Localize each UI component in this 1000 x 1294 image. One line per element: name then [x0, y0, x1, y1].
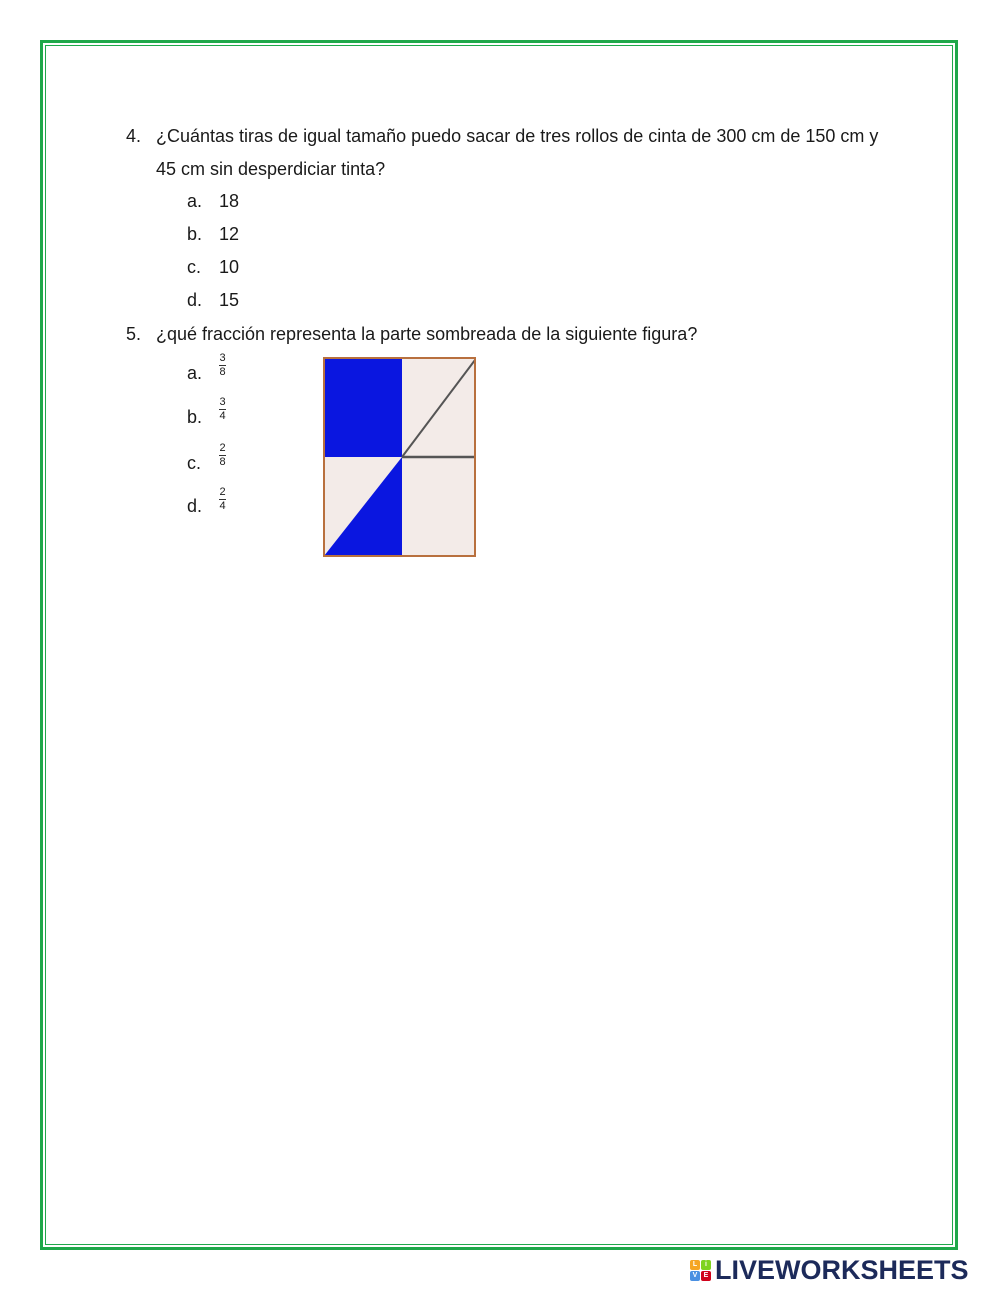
numerator: 2 — [219, 486, 226, 498]
shaded-top-left — [324, 358, 402, 457]
option-4c[interactable] — [187, 252, 239, 282]
liveworksheets-logo — [690, 1254, 969, 1286]
option-5b[interactable] — [187, 402, 219, 432]
question-5 — [126, 318, 906, 350]
fraction-5c — [219, 443, 226, 468]
denominator: 4 — [219, 410, 226, 422]
denominator: 8 — [219, 366, 226, 378]
numerator: 3 — [219, 396, 226, 408]
option-5a[interactable] — [187, 358, 219, 388]
fraction-5b — [219, 397, 226, 422]
option-value: 10 — [219, 257, 240, 277]
logo-letter: i — [701, 1260, 711, 1270]
option-letter: b. — [187, 224, 203, 244]
option-letter: c. — [187, 453, 202, 473]
logo-letter: E — [701, 1271, 711, 1281]
option-5c[interactable] — [187, 448, 219, 478]
logo-letter: V — [690, 1271, 700, 1281]
denominator: 4 — [219, 500, 226, 512]
option-value: 12 — [219, 224, 240, 244]
option-letter: c. — [187, 257, 202, 277]
question-text: ¿qué fracción representa la parte sombreada de la siguiente figura? — [156, 324, 698, 344]
fraction-figure — [322, 356, 478, 560]
option-letter: d. — [187, 290, 203, 310]
fraction-5d — [219, 487, 226, 512]
option-4a[interactable] — [187, 186, 239, 216]
option-letter: a. — [187, 191, 203, 211]
question-number: 4. — [126, 126, 142, 146]
question-text-line-2: 45 cm sin desperdiciar tinta? — [156, 159, 386, 179]
option-4b[interactable] — [187, 219, 239, 249]
fraction-5a — [219, 353, 226, 378]
question-text-line-1: ¿Cuántas tiras de igual tamaño puedo sacar de tres rollos de cinta de 300 cm de 150 cm y — [156, 126, 879, 146]
numerator: 2 — [219, 442, 226, 454]
question-4 — [126, 120, 906, 184]
option-value: 15 — [219, 290, 240, 310]
option-4d[interactable] — [187, 285, 239, 315]
option-value: 18 — [219, 191, 240, 211]
option-5d[interactable] — [187, 491, 219, 521]
numerator: 3 — [219, 352, 226, 364]
logo-grid-icon — [690, 1260, 711, 1281]
option-letter: a. — [187, 363, 203, 383]
logo-letter: L — [690, 1260, 700, 1270]
page-frame — [40, 40, 958, 1250]
option-letter: b. — [187, 407, 203, 427]
brand-name: LIVEWORKSHEETS — [715, 1254, 969, 1285]
option-letter: d. — [187, 496, 203, 516]
question-number: 5. — [126, 324, 142, 344]
denominator: 8 — [219, 456, 226, 468]
